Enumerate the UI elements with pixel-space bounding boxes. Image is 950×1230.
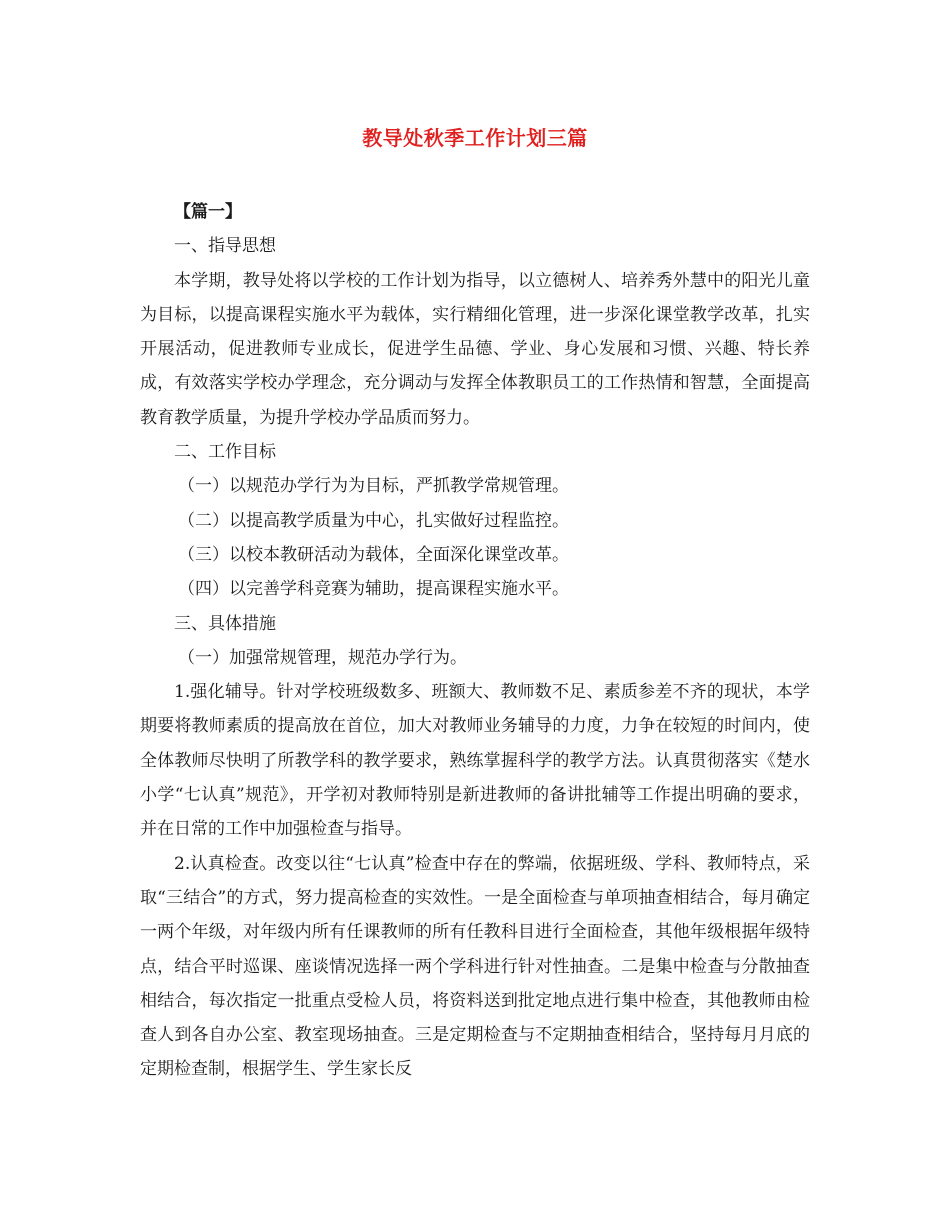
paragraph-strengthen-guidance: 1.强化辅导。针对学校班级数多、班额大、教师数不足、素质参差不齐的现状，本学期要将教师素质的提高放在首位，加大对教师业务辅导的力度，力争在较短的时间内，使全体教师尽快明了所教学科的教学要求，熟练掌握科学的教学方法。认真贯彻落实《楚水小学“七认真”规范》，开学初对教师特别是新进教师的备讲批辅等工作提出明确的要求，并在日常的工作中加强检查与指导。 [140, 682, 810, 840]
paragraph-guiding-thought: 本学期，教导处将以学校的工作计划为指导，以立德树人、培养秀外慧中的阳光儿童为目标，以提高课程实施水平为载体，实行精细化管理，进一步深化课堂教学改革，扎实开展活动，促进教师专业成长，促进学生品德、学业、身心发展和习惯、兴趣、特长养成，有效落实学校办学理念，充分调动与发挥全体教职员工的工作热情和智慧，全面提高教育教学质量，为提升学校办学品质而努力。 [140, 270, 810, 428]
document-title: 教导处秋季工作计划三篇 [362, 126, 588, 150]
section-label: 【篇一】 [174, 202, 242, 222]
goal-item-1: （一）以规范办学行为为目标，严抓教学常规管理。 [178, 476, 569, 497]
heading-guiding-thought: 一、指导思想 [174, 236, 276, 257]
goal-item-2: （二）以提高教学质量为中心，扎实做好过程监控。 [178, 510, 569, 531]
paragraph-careful-inspection: 2.认真检查。改变以往“七认真”检查中存在的弊端，依据班级、学科、教师特点，采取“三结合”的方式，努力提高检查的实效性。一是全面检查与单项抽查相结合，每月确定一两个年级，对年级内所有任课教师的所有任教科目进行全面检查，其他年级根据年级特点，结合平时巡课、座谈情况选择一两个学科进行针对性抽查。二是集中检查与分散抽查相结合，每次指定一批重点受检人员，将资料送到批定地点进行集中检查，其他教师由检查人到各自办公室、教室现场抽查。三是定期检查与不定期抽查相结合，坚持每月月底的定期检查制，根据学生、学生家长反 [140, 853, 810, 1080]
heading-specific-measures: 三、具体措施 [174, 613, 276, 634]
measure-item-1: （一）加强常规管理，规范办学行为。 [178, 647, 467, 668]
heading-work-goals: 二、工作目标 [174, 442, 276, 463]
goal-item-4: （四）以完善学科竞赛为辅助，提高课程实施水平。 [178, 579, 569, 600]
document-body [140, 195, 810, 1087]
goal-item-3: （三）以校本教研活动为载体，全面深化课堂改革。 [178, 544, 569, 565]
